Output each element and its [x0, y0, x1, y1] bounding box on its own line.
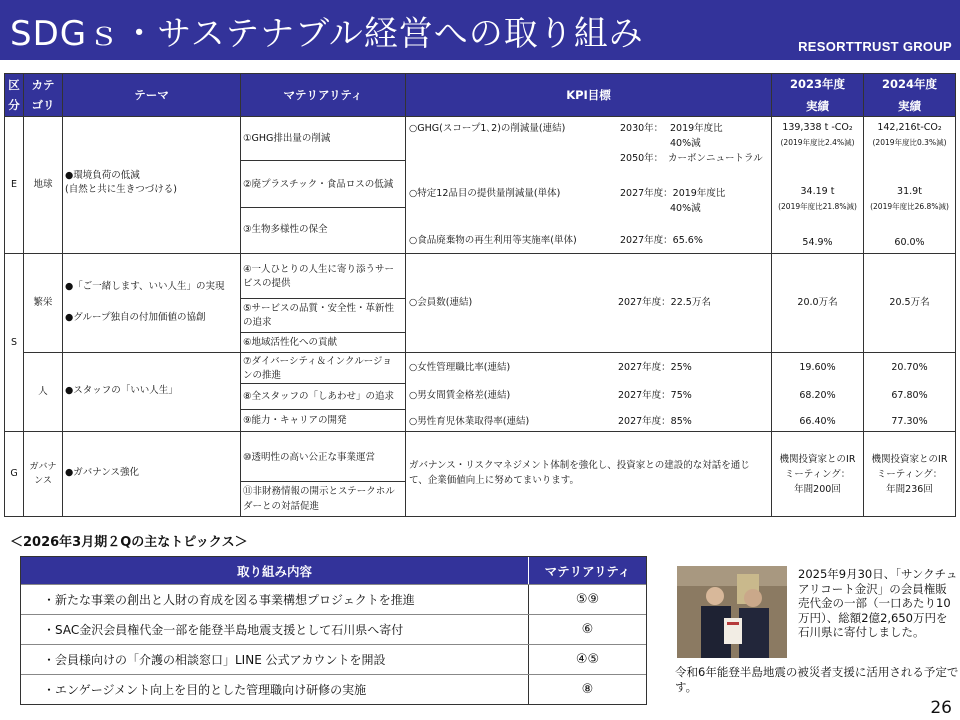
kpi-wage-gap-name: ○男女間賃金格差(連結)	[409, 390, 511, 401]
header-category-text: カテゴリ	[31, 78, 55, 112]
materiality-7	[240, 352, 406, 384]
result-2024-female-managers: 20.70%	[891, 362, 928, 373]
topics-row	[21, 644, 646, 674]
kpi-food-name: ○食品廃棄物の再生利用等実施率(単体)	[409, 235, 577, 246]
topics-row-content: ・新たな事業の創出と人財の育成を図る事業構想プロジェクトを推進	[43, 592, 415, 607]
category-governance	[23, 431, 63, 517]
kpi-people	[405, 352, 772, 432]
materiality-7-line2: ンの推進	[243, 370, 282, 381]
materiality-11-line1: ⑪非財務情報の開示とステークホル	[243, 486, 395, 497]
header-theme: テーマ	[62, 73, 241, 117]
kubun-e: E	[4, 116, 24, 254]
kpi-governance-line2: て、企業価値向上に努めてまいります。	[409, 475, 580, 486]
header-2023-label: 実績	[806, 99, 829, 113]
kpi-ghg-year1: 2030年：	[620, 123, 664, 134]
topics-row	[21, 614, 646, 644]
kpi-prosperity	[405, 253, 772, 353]
category-governance-line2: ンス	[34, 476, 52, 486]
header-2024-label: 実績	[898, 99, 921, 113]
page-number: 26	[930, 698, 952, 718]
result-2023-ir-line3: 年間200回	[794, 484, 841, 495]
result-2024-food: 60.0%	[894, 237, 925, 248]
materiality-6-text: ⑥地域活性化への貢献	[243, 337, 338, 348]
theme-prosperity-line2: ●グループ独自の付加価値の協創	[65, 312, 206, 323]
category-prosperity: 繁栄	[23, 253, 63, 353]
topics-header-content: 取り組み内容	[236, 563, 312, 579]
theme-governance-text: ●ガバナンス強化	[65, 467, 140, 478]
theme-people-text: ●スタッフの「いい人生」	[65, 385, 178, 396]
result-2024-plastic: 31.9t	[897, 186, 922, 197]
topics-row-materiality: ⑧	[528, 675, 646, 704]
theme-e	[62, 116, 241, 254]
topics-row	[21, 584, 646, 614]
header-category	[23, 73, 63, 117]
kpi-members-name: ○会員数(連結)	[409, 297, 473, 308]
materiality-5	[240, 298, 406, 333]
category-governance-line1: ガバナ	[29, 462, 57, 472]
photo-caption: 2025年9月30日、「サンクチュアリコート金沢」の会員権販売代金の一部（一口あたり10万円）、総額2億2,650万円を石川県に寄付しました。	[798, 567, 958, 639]
result-2023-ghg: 139,338 t -CO₂	[782, 122, 853, 133]
page-title: SDGｓ・サステナブル経営への取り組み	[10, 14, 644, 54]
kpi-plastic-year: 2027年度：2019年度比	[620, 188, 726, 199]
theme-prosperity-line1: ●「ご一緒します、いい人生」の実現	[65, 281, 225, 292]
materiality-3-text: ③生物多様性の保全	[243, 224, 328, 235]
topics-title: ＜2026年3月期２Qの主なトピックス＞	[10, 535, 248, 550]
materiality-7-line1: ⑦ダイバーシティ＆インクルージョ	[243, 356, 392, 367]
kpi-female-managers-name: ○女性管理職比率(連結)	[409, 362, 511, 373]
header-materiality: マテリアリティ	[240, 73, 406, 117]
materiality-4-line1: ④一人ひとりの人生に寄り添うサー	[243, 264, 395, 275]
kpi-paternity-name: ○男性育児休業取得率(連結)	[409, 416, 530, 427]
kpi-ghg-name: ○GHG(スコープ1､2)の削減量(連結)	[409, 123, 566, 134]
donation-photo-illustration	[677, 566, 787, 658]
category-earth: 地球	[23, 116, 63, 254]
kpi-plastic-target: 40%減	[670, 203, 701, 214]
kpi-female-managers-year: 2027年度：25%	[618, 362, 692, 373]
result-2024-ir-line3: 年間236回	[886, 484, 933, 495]
kubun-g: G	[4, 431, 24, 517]
theme-governance	[62, 431, 241, 517]
result-2023-ir-line2: ミーティング：	[784, 469, 851, 480]
result-2023-people	[771, 352, 864, 432]
kpi-governance	[405, 431, 772, 517]
kpi-members-year: 2027年度：22.5万名	[618, 297, 711, 308]
header-2023	[771, 73, 864, 117]
topics-row-content: ・会員様向けの「介護の相談窓口」LINE 公式アカウントを開設	[43, 652, 386, 667]
header-2024-year: 2024年度	[881, 77, 937, 91]
header-kpi: KPI目標	[405, 73, 772, 117]
theme-e-line1: ●環境負荷の低減	[65, 170, 140, 181]
header-2023-year: 2023年度	[789, 77, 845, 91]
kpi-governance-line1: ガバナンス・リスクマネジメント体制を強化し、投資家との建設的な対話を通じ	[409, 460, 750, 471]
materiality-10-text: ⑩透明性の高い公正な事業運営	[243, 452, 376, 463]
result-2023-paternity: 66.40%	[799, 416, 836, 427]
materiality-11-line2: ダーとの対話促進	[243, 501, 320, 512]
materiality-4-line2: ビスの提供	[243, 278, 291, 289]
result-2024-ir-line2: ミーティング：	[876, 469, 943, 480]
materiality-4	[240, 253, 406, 299]
result-2023-female-managers: 19.60%	[799, 362, 836, 373]
topics-row-content: ・エンゲージメント向上を目的とした管理職向け研修の実施	[43, 682, 367, 697]
topics-row-materiality: ⑥	[528, 615, 646, 644]
materiality-8	[240, 383, 406, 410]
result-2024-e	[863, 116, 956, 254]
result-2024-ghg: 142,216t-CO₂	[877, 122, 942, 133]
kpi-ghg-target3: カーボンニュートラル	[668, 153, 763, 164]
materiality-9	[240, 409, 406, 432]
materiality-5-line1: ⑤サービスの品質・安全性・革新性	[243, 303, 395, 314]
result-2024-governance	[863, 431, 956, 517]
kpi-ghg-target1: 2019年度比	[670, 123, 723, 134]
result-2023-wage-gap: 68.20%	[799, 390, 836, 401]
materiality-3	[240, 207, 406, 254]
materiality-2	[240, 160, 406, 208]
result-2024-plastic-note: (2019年度比26.8%減)	[870, 202, 949, 211]
kpi-wage-gap-year: 2027年度：75%	[618, 390, 692, 401]
kpi-e	[405, 116, 772, 254]
materiality-10	[240, 431, 406, 482]
theme-prosperity	[62, 253, 241, 353]
result-2024-ghg-note: (2019年度比0.3%減)	[872, 138, 947, 147]
result-2023-ir-line1: 機関投資家とのIR	[779, 454, 856, 465]
topics-header-materiality: マテリアリティ	[528, 557, 646, 584]
topics-header	[21, 557, 646, 584]
materiality-5-line2: の追求	[243, 317, 272, 328]
topics-row-content: ・SAC金沢会員権代金一部を能登半島地震支援として石川県へ寄付	[43, 622, 404, 637]
kpi-plastic-name: ○特定12品目の提供量削減量(単体)	[409, 188, 561, 199]
materiality-2-text: ②廃プラスチック・食品ロスの低減	[243, 179, 394, 190]
materiality-11	[240, 481, 406, 517]
topics-row-materiality: ④⑤	[528, 645, 646, 674]
photo-note: 令和6年能登半島地震の被災者支援に活用される予定です。	[675, 665, 959, 694]
materiality-8-text: ⑧全スタッフの「しあわせ」の追求	[243, 391, 395, 402]
result-2023-e	[771, 116, 864, 254]
materiality-1-text: ①GHG排出量の削減	[243, 133, 331, 144]
result-2023-governance	[771, 431, 864, 517]
theme-people	[62, 352, 241, 432]
result-2023-ghg-note: (2019年度比2.4%減)	[780, 138, 855, 147]
result-2023-food: 54.9%	[802, 237, 833, 248]
topics-row-materiality: ⑤⑨	[528, 585, 646, 614]
donation-photo	[677, 566, 787, 658]
result-2024-members: 20.5万名	[863, 253, 956, 353]
kpi-ghg-year2: 2050年：	[620, 153, 664, 164]
header-banner	[0, 0, 960, 60]
materiality-6	[240, 332, 406, 353]
result-2024-wage-gap: 67.80%	[891, 390, 928, 401]
header-2024	[863, 73, 956, 117]
result-2024-ir-line1: 機関投資家とのIR	[871, 454, 948, 465]
result-2023-plastic-note: (2019年度比21.8%減)	[778, 202, 857, 211]
result-2023-members: 20.0万名	[771, 253, 864, 353]
materiality-9-text: ⑨能力・キャリアの開発	[243, 415, 347, 426]
brand-logo-text: RESORTTRUST GROUP	[798, 39, 952, 54]
header-kubun-text: 区分	[8, 78, 20, 112]
header-kubun	[4, 73, 24, 117]
kubun-s: S	[4, 253, 24, 432]
theme-e-line2: (自然と共に生きつづける)	[65, 184, 177, 195]
kpi-paternity-year: 2027年度：85%	[618, 416, 692, 427]
sdgs-table	[4, 73, 956, 517]
topics-table	[20, 556, 647, 705]
materiality-1	[240, 116, 406, 161]
kpi-ghg-target2: 40%減	[670, 138, 701, 149]
category-people: 人	[23, 352, 63, 432]
result-2023-plastic: 34.19 t	[800, 186, 835, 197]
result-2024-paternity: 77.30%	[891, 416, 928, 427]
topics-row	[21, 674, 646, 704]
result-2024-people	[863, 352, 956, 432]
kpi-food-year: 2027年度：65.6%	[620, 235, 703, 246]
